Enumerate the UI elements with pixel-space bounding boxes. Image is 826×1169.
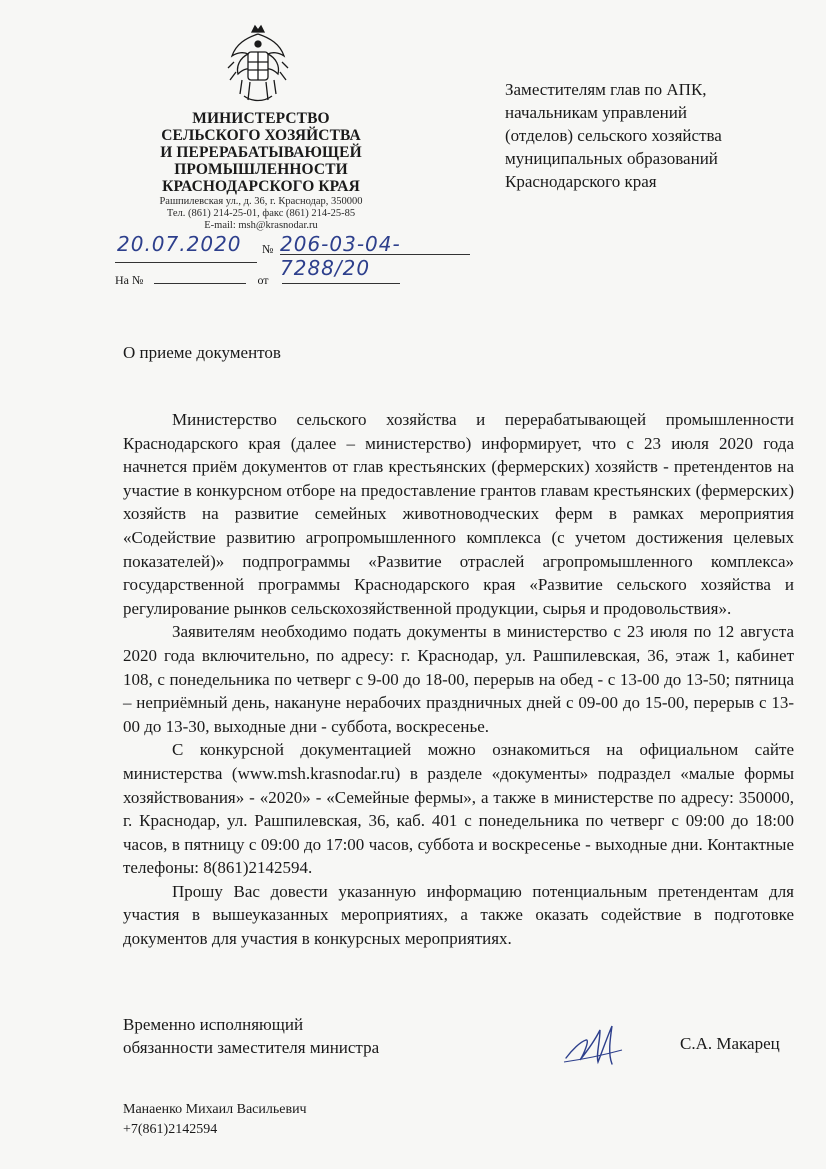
body-paragraph: Прошу Вас довести указанную информацию потенциальным претендентам для участия в вышеуказанных мероприятиях, а также оказать содействие в подготовке документов для участия в конкурсных мероприятиях. — [123, 881, 794, 949]
recipient-line: Краснодарского края — [505, 172, 657, 191]
ministry-line: МИНИСТЕРСТВО — [192, 110, 330, 127]
registration-number-label: № — [262, 242, 274, 256]
recipient-line: Заместителям глав по АПК, — [505, 80, 707, 99]
ministry-line: СЕЛЬСКОГО ХОЗЯЙСТВА — [161, 127, 361, 144]
signatory-title-line: обязанности заместителя министра — [123, 1038, 380, 1057]
ministry-contacts — [120, 196, 402, 232]
handwritten-signature — [560, 1020, 630, 1070]
registration-number: 206-03-04-7288/20 — [280, 232, 401, 280]
letter-body — [123, 408, 794, 951]
recipient-line: (отделов) сельского хозяйства — [505, 126, 722, 145]
ministry-name — [120, 110, 402, 195]
recipient-block — [505, 78, 805, 193]
body-paragraph: Заявителям необходимо подать документы в министерство с 23 июля по 12 августа 2020 года включительно, по адресу: г. Краснодар, ул. Рашпилевская, 36, этаж 1, кабинет 108, с понедельника по четверг с 9-00 до 18-00, перерыв на обед - с 13-00 до 13-50; пятница – неприёмный день, накануне нерабочих праздничных дней с 09-00 до 15-00, перерыв с 13-00 до 13-30, выходные дни - суббота, воскресенье. — [123, 622, 794, 736]
ministry-address: Рашпилевская ул., д. 36, г. Краснодар, 350000 — [159, 196, 363, 207]
ministry-line: И ПЕРЕРАБАТЫВАЮЩЕЙ — [160, 144, 362, 161]
reference-date-blank — [282, 283, 400, 284]
body-paragraph: Министерство сельского хозяйства и перерабатывающей промышленности Краснодарского края (далее – министерство) информирует, что с 23 июля 2020 года начнется приём документов от глав крестьянских (фермерских) хозяйств - претендентов на участие в конкурсном отборе на предоставление грантов главам крестьянских (фермерских) хозяйств на развитие семейных животноводческих ферм в рамках мероприятия «Содействие развитию агропромышленного комплекса (с учетом достижения целевых показателей)» подпрограммы «Развитие отраслей агропромышленного комплекса» государственной программы Краснодарского края «Развитие сельского хозяйства и регулирование рынков сельскохозяйственной продукции, сырья и продовольствия». — [123, 410, 794, 618]
executor-name: Манаенко Михаил Васильевич — [123, 1102, 307, 1117]
letter-subject: О приеме документов — [123, 343, 281, 362]
registration-date: 20.07.2020 — [117, 232, 242, 256]
reference-number-label: На № — [115, 273, 144, 287]
registration-date-field — [115, 232, 257, 263]
ministry-line: ПРОМЫШЛЕННОСТИ — [174, 161, 348, 178]
ministry-line: КРАСНОДАРСКОГО КРАЯ — [162, 178, 360, 195]
recipient-line: муниципальных образований — [505, 149, 718, 168]
signatory-title-line: Временно исполняющий — [123, 1015, 304, 1034]
recipient-line: начальникам управлений — [505, 103, 687, 122]
ministry-email: E-mail: msh@krasnodar.ru — [204, 220, 318, 231]
coat-of-arms-emblem — [222, 22, 294, 108]
ministry-phones: Тел. (861) 214-25-01, факс (861) 214-25-85 — [166, 208, 356, 219]
registration-number-field — [280, 232, 490, 280]
executor-phone: +7(861)2142594 — [123, 1122, 218, 1137]
reference-line — [115, 273, 400, 288]
signatory-name: С.А. Макарец — [680, 1034, 780, 1053]
signatory-title — [123, 1013, 379, 1059]
executor-block — [123, 1100, 307, 1140]
reference-number-blank — [154, 283, 246, 284]
reference-from-label: от — [257, 273, 269, 287]
body-paragraph: С конкурсной документацией можно ознакомиться на официальном сайте министерства (www.msh.krasnodar.ru) в разделе «документы» подраздел «малые формы хозяйствования» - «2020» - «Семейные фермы», а также в министерстве по адресу: 350000, г. Краснодар, ул. Рашпилевская, 36, каб. 401 с понедельника по четверг с 09:00 до 18:00 часов, в пятницу с 09:00 до 17:00 часов, суббота и воскресенье - выходные дни. Контактные телефоны: 8(861)2142594. — [123, 740, 794, 878]
